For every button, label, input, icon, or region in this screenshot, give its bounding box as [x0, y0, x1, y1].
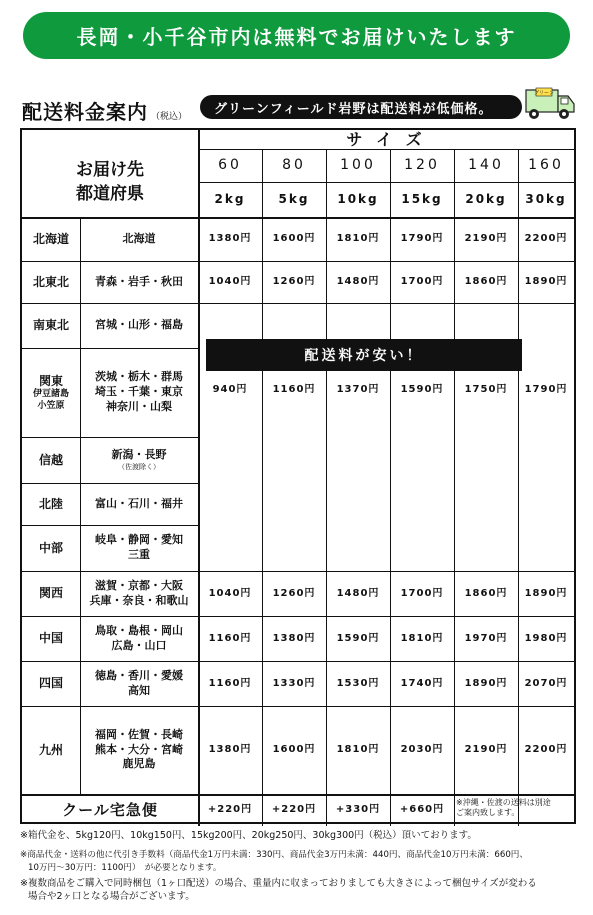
price-cell: 1380円: [208, 233, 252, 245]
rate-table: [20, 128, 576, 824]
size-label-160: 160: [528, 157, 564, 174]
footnote-box-fee: ※箱代金を、5kg120円、10kg150円、15kg200円、20kg250円、30kg300円（税込）頂いております。: [20, 830, 477, 841]
region-name: [22, 217, 80, 261]
cool-price-cell: +330円: [335, 804, 381, 816]
price-cell: 2030円: [400, 744, 444, 756]
prefecture-list: [80, 348, 198, 437]
cool-note-line2: ご案内致します。: [456, 808, 520, 818]
prefecture-text: 福岡・佐賀・長崎 熊本・大分・宮崎 鹿児島: [95, 727, 183, 771]
cool-note-line1: ※沖縄・佐渡の送料は別途: [456, 798, 551, 807]
price-cell: 1970円: [464, 632, 508, 644]
size-label-140: 140: [468, 157, 504, 174]
region-label: 関東: [38, 373, 63, 388]
prefecture-list: [80, 483, 198, 525]
region-label: 四国: [38, 676, 63, 691]
price-cell: 1480円: [336, 276, 380, 288]
region-name: [22, 261, 80, 303]
prefecture-text: 宮城・山形・福島: [95, 318, 183, 332]
prefecture-text: 富山・石川・福井: [95, 496, 183, 510]
grid-line: [22, 437, 198, 438]
region-label: 南東北: [32, 318, 69, 333]
weight-label-30kg: 30kg: [525, 192, 567, 207]
cool-price-cell: +660円: [399, 804, 445, 816]
grid-line: [326, 149, 327, 826]
prefecture-list: [80, 571, 198, 616]
price-cell: 1810円: [400, 632, 444, 644]
price-cell: 1700円: [400, 587, 444, 599]
prefecture-list: [80, 217, 198, 261]
price-cell: 1860円: [464, 587, 508, 599]
grid-line: [262, 149, 263, 826]
prefecture-note: （佐渡除く）: [118, 462, 160, 471]
prefecture-list: [80, 661, 198, 706]
price-cell: 1890円: [524, 276, 568, 288]
grid-line: [22, 483, 198, 484]
price-cell-merged: 1750円: [464, 384, 508, 395]
price-cell: 1590円: [336, 632, 380, 644]
prefecture-text: 北海道: [122, 231, 156, 245]
grid-line: [22, 525, 198, 526]
region-name: [22, 483, 80, 525]
prefecture-text: 岐阜・静岡・愛知 三重: [95, 533, 183, 561]
price-cell: 2070円: [524, 677, 568, 689]
grid-line: [22, 217, 198, 218]
weight-label-10kg: 10kg: [337, 192, 379, 207]
price-cell: 1380円: [272, 632, 316, 644]
price-cell: 1160円: [208, 632, 252, 644]
price-cell: 1860円: [464, 276, 508, 288]
size-label-60: 60: [218, 157, 242, 174]
prefecture-list: [80, 303, 198, 348]
price-cell: 1790円: [400, 233, 444, 245]
banner-text: 長岡・小千谷市内は無料でお届けいたします: [76, 25, 517, 49]
prefecture-text: 新潟・長野: [111, 447, 167, 461]
footnote-combined-2: 場合や2ヶ口となる場合がございます。: [28, 891, 195, 902]
grid-line: [22, 348, 198, 349]
slogan-badge: [200, 95, 522, 119]
prefecture-text: 徳島・香川・愛媛 高知: [95, 668, 183, 697]
region-label: 関西: [38, 586, 63, 601]
region-label: 北海道: [32, 231, 69, 246]
destination-header: [22, 130, 198, 217]
grid-line: [390, 149, 391, 826]
title-main: 配送料金案内: [22, 100, 148, 124]
prefecture-text: 滋賀・京都・大阪 兵庫・奈良・和歌山: [89, 578, 189, 607]
price-cell: 1810円: [336, 744, 380, 756]
footnote-cod-fee-1: ※商品代金・送料の他に代引き手数料（商品代金1万円未満：330円、商品代金3万円未満：440円、商品代金10万円未満：660円、: [20, 850, 528, 860]
price-cell: 1040円: [208, 587, 252, 599]
grid-line: [22, 706, 198, 707]
page-title: [22, 96, 187, 125]
weight-label-15kg: 15kg: [401, 192, 443, 207]
weight-label-20kg: 20kg: [465, 192, 507, 207]
price-cell: 1480円: [336, 587, 380, 599]
prefecture-text: 鳥取・島根・岡山 広島・山口: [95, 623, 183, 652]
grid-line: [80, 217, 81, 794]
price-cell: 2200円: [524, 233, 568, 245]
price-cell-merged: 940円: [212, 384, 248, 395]
size-header: サ イ ズ: [346, 129, 426, 149]
price-cell: 1890円: [464, 677, 508, 689]
region-name: [22, 661, 80, 706]
region-label: 中国: [38, 631, 63, 646]
prefecture-list: [80, 616, 198, 661]
price-cell: 1160円: [208, 677, 252, 689]
region-name: [22, 706, 80, 794]
region-name: [22, 348, 80, 437]
prefecture-list: [80, 261, 198, 303]
prefecture-text: 茨城・栃木・群馬 埼玉・千葉・東京 神奈川・山梨: [95, 370, 183, 413]
region-name: [22, 437, 80, 483]
truck-label: グリーン: [534, 90, 554, 97]
price-cell: 1530円: [336, 677, 380, 689]
grid-line: [22, 571, 198, 572]
price-cell: 1600円: [272, 744, 316, 756]
cool-note: [456, 798, 551, 819]
region-label: 九州: [38, 742, 63, 757]
destination-header-line1: お届け先: [76, 159, 144, 180]
price-cell: 1700円: [400, 276, 444, 288]
size-label-100: 100: [340, 157, 376, 174]
cool-price-cell: +220円: [271, 804, 317, 816]
region-label: 北東北: [32, 274, 69, 289]
size-label-120: 120: [404, 157, 440, 174]
price-cell: 1260円: [272, 276, 316, 288]
price-cell: 2200円: [524, 744, 568, 756]
grid-line: [22, 616, 198, 617]
grid-line: [22, 303, 198, 304]
footnote-combined-1: ※複数商品をご購入で同時梱包（1ヶ口配送）の場合、重量内に収まっておりましても大きさによって梱包サイズが変わる: [20, 878, 537, 889]
prefecture-list: [80, 706, 198, 794]
grid-line: [22, 661, 198, 662]
grid-line: [518, 149, 519, 826]
top-banner: [23, 12, 570, 59]
price-cell: 1740円: [400, 677, 444, 689]
region-name: [22, 303, 80, 348]
price-cell: 1260円: [272, 587, 316, 599]
cheap-banner: [206, 339, 522, 371]
size-label-80: 80: [282, 157, 306, 174]
grid-line: [22, 261, 198, 262]
region-label: 北陸: [38, 496, 63, 511]
price-cell: 2190円: [464, 233, 508, 245]
price-cell-merged: 1790円: [524, 384, 568, 395]
footnote-cod-fee-2: 10万円～30万円：1100円） が必要となります。: [28, 863, 222, 873]
prefecture-list: [80, 525, 198, 571]
region-name: [22, 616, 80, 661]
price-cell: 1600円: [272, 233, 316, 245]
title-tax-note: （税込）: [151, 112, 188, 122]
price-cell: 1330円: [272, 677, 316, 689]
price-cell: 1040円: [208, 276, 252, 288]
delivery-truck-icon: [520, 84, 576, 124]
price-cell: 1890円: [524, 587, 568, 599]
price-cell: 1980円: [524, 632, 568, 644]
weight-label-2kg: 2kg: [214, 192, 246, 207]
region-name: [22, 525, 80, 571]
region-sub-label: 伊豆諸島 小笠原: [32, 388, 69, 411]
cheap-banner-text: 配送料が安い！: [304, 348, 424, 364]
grid-line: [198, 130, 200, 826]
grid-line: [454, 149, 455, 826]
slogan-text: グリーンフィールド岩野は配送料が低価格。: [214, 101, 493, 117]
cool-label: クール宅急便: [62, 800, 158, 819]
price-cell: 1810円: [336, 233, 380, 245]
price-cell: 2190円: [464, 744, 508, 756]
region-name: [22, 571, 80, 616]
weight-label-5kg: 5kg: [278, 192, 310, 207]
prefecture-text: 青森・岩手・秋田: [95, 274, 183, 288]
region-label: 信越: [38, 452, 63, 467]
price-cell-merged: 1160円: [272, 384, 316, 395]
price-cell-merged: 1370円: [336, 384, 380, 395]
prefecture-list: [80, 437, 198, 483]
cool-price-cell: +220円: [207, 804, 253, 816]
price-cell-merged: 1590円: [400, 384, 444, 395]
region-label: 中部: [38, 540, 63, 555]
price-cell: 1380円: [208, 744, 252, 756]
destination-header-line2: 都道府県: [76, 183, 144, 204]
